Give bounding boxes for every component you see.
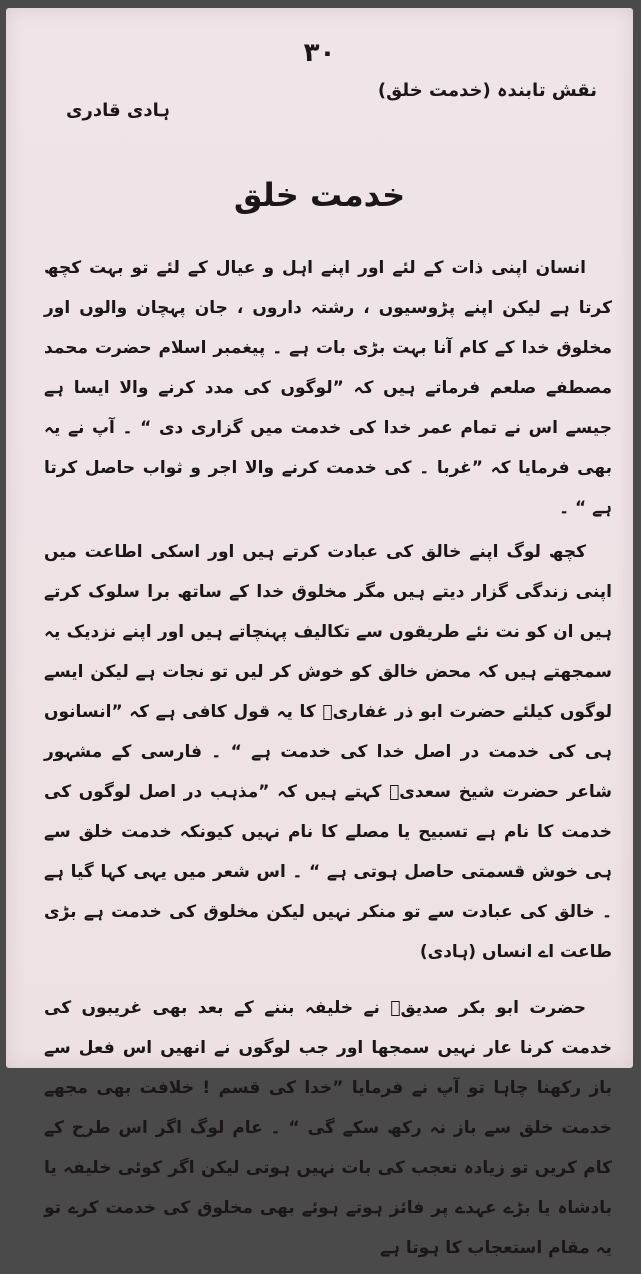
paragraph-gap	[44, 978, 612, 988]
paragraph-1: انسان اپنی ذات کے لئے اور اپنے اہل و عیال کے لئے تو بہت کچھ کرتا ہے لیکن اپنے پڑوسیوں ، رشتہ داروں ، جان پہچان والوں اور مخلوق خدا کے کام آنا بہت بڑی بات ہے ۔ پیغمبر اسلام حضرت محمد مصطفے صلعم فرماتے ہیں کہ ”لوگوں کی مدد کرنے والا ایسا ہے جیسے اس نے تمام عمر خدا کی خدمت میں گزاری دی “ ۔ آپ نے یہ بھی فرمایا کہ ”غربا ۔ کی خدمت کرنے والا اجر و ثواب حاصل کرتا ہے “ ۔	[44, 258, 612, 518]
book-page	[6, 8, 633, 1258]
page-number: ۳۰	[303, 38, 336, 68]
author-name: ہادی قادری	[66, 100, 170, 121]
paragraph-3: حضرت ابو بکر صدیقؓ نے خلیفہ بننے کے بعد بھی غریبوں کی خدمت کرنا عار نہیں سمجھا اور جب لوگوں نے انھیں اس فعل سے باز رکھنا چاہا تو آپ نے فرمایا ”خدا کی قسم ! خلافت بھی مجھے خدمت خلق سے باز نہ رکھ سکے گی “ ۔ عام لوگ اگر اس طرح کے کام کریں تو زیادہ تعجب کی بات نہیں ہوتی لیکن اگر کوئی خلیفہ یا بادشاہ یا بڑے عہدے پر فائز ہوتے ہوئے بھی مخلوق کی خدمت کرے تو یہ مقام استعجاب کا ہوتا ہے	[44, 998, 612, 1258]
paragraph-2: کچھ لوگ اپنے خالق کی عبادت کرتے ہیں اور اسکی اطاعت میں اپنی زندگی گزار دیتے ہیں مگر مخلوق خدا کے ساتھ برا سلوک کرتے ہیں ان کو نت نئے طریقوں سے تکالیف پہنچاتے ہیں اور اپنے نزدیک یہ سمجھتے ہیں کہ محض خالق کو خوش کر لیں تو نجات ہے لیکن ایسے لوگوں کیلئے حضرت ابو ذر غفاریؓ کا یہ قول کافی ہے کہ ”انسانوں ہی کی خدمت در اصل خدا کی خدمت ہے “ ۔ فارسی کے مشہور شاعر حضرت شیخ سعدیؒ کہتے ہیں کہ ”مذہب در اصل لوگوں کی خدمت کا نام ہے تسبیح یا مصلے کا نام نہیں کیونکہ خدمت خلق سے ہی خوش قسمتی حاصل ہوتی ہے “ ۔ اس شعر میں یہی کہا گیا ہے ۔ خالق کی عبادت سے تو منکر نہیں لیکن مخلوق کی خدمت ہے بڑی طاعت اے انساں (ہادی)	[44, 542, 612, 962]
running-head: نقش تابندہ (خدمت خلق)	[377, 80, 597, 101]
article-heading: خدمت خلق	[233, 176, 406, 214]
article-body	[44, 248, 612, 1274]
